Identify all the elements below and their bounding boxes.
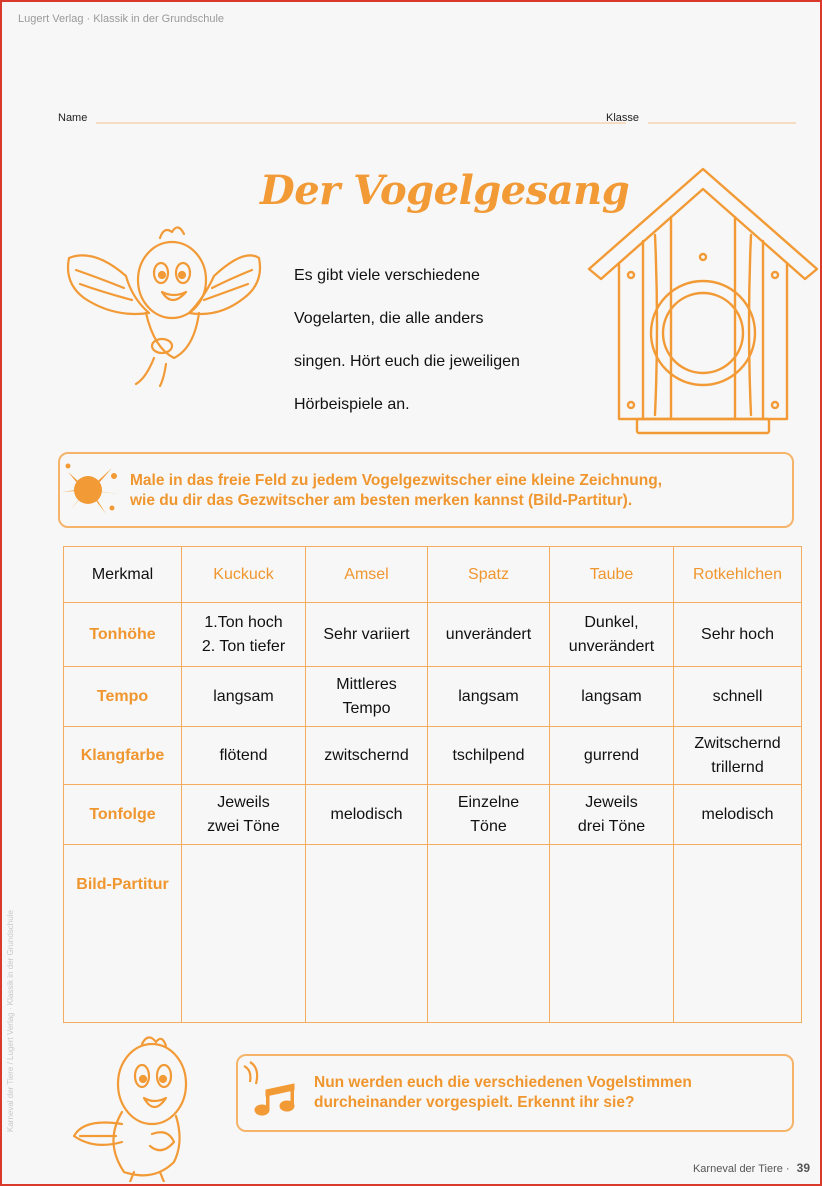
drawing-cell[interactable] [550, 845, 674, 1023]
row-label: Tonfolge [64, 785, 182, 845]
column-header: Rotkehlchen [674, 547, 802, 603]
intro-line: Hörbeispiele an. [294, 396, 410, 413]
class-label: Klasse [606, 112, 640, 124]
bird-features-table [63, 546, 802, 1023]
table-cell: Jeweils drei Töne [550, 785, 674, 845]
table-cell: melodisch [306, 785, 428, 845]
intro-line: Vogelarten, die alle anders [294, 310, 484, 327]
table-cell: langsam [550, 667, 674, 727]
drawing-task-text [130, 471, 778, 511]
drawing-cell[interactable] [428, 845, 550, 1023]
class-field-line[interactable] [648, 122, 796, 124]
drawing-cell[interactable] [182, 845, 306, 1023]
table-corner-cell: Merkmal [64, 547, 182, 603]
table-cell: Mittleres Tempo [306, 667, 428, 727]
table-cell: schnell [674, 667, 802, 727]
table-cell: langsam [428, 667, 550, 727]
music-note-icon [242, 1060, 302, 1120]
paint-splash-icon [60, 458, 126, 518]
task-line: wie du dir das Gezwitscher am besten merken kannst (Bild-Partitur). [130, 492, 633, 509]
table-cell: unverändert [428, 603, 550, 667]
column-header: Amsel [306, 547, 428, 603]
intro-text [294, 254, 594, 426]
page-footer [693, 1161, 810, 1175]
table-header-row [64, 547, 802, 603]
table-cell: Zwitschernd trillernd [674, 727, 802, 785]
name-field-line[interactable] [96, 122, 626, 124]
table-cell: flötend [182, 727, 306, 785]
name-class-row [58, 110, 796, 128]
listening-task-text [314, 1073, 778, 1113]
column-header: Taube [550, 547, 674, 603]
table-cell: tschilpend [428, 727, 550, 785]
table-row [64, 845, 802, 1023]
drawing-task-box [58, 452, 794, 528]
row-label: Klangfarbe [64, 727, 182, 785]
listening-task-box [236, 1054, 794, 1132]
flying-bird-icon [54, 218, 274, 388]
table-cell: melodisch [674, 785, 802, 845]
task-line: Male in das freie Feld zu jedem Vogelgezwitscher eine kleine Zeichnung, [130, 472, 663, 489]
birdhouse-icon [585, 165, 821, 437]
small-bird-icon [64, 1032, 214, 1182]
publisher-line: Lugert Verlag · Klassik in der Grundschule [18, 13, 225, 25]
table-cell: Sehr variiert [306, 603, 428, 667]
page-number: 39 [796, 1161, 810, 1175]
listen-line: durcheinander vorgespielt. Erkennt ihr sie? [314, 1094, 635, 1111]
drawing-cell[interactable] [306, 845, 428, 1023]
table-cell: Sehr hoch [674, 603, 802, 667]
row-label: Bild-Partitur [64, 845, 182, 1023]
side-copyright-text: Karneval der Tiere / Lugert Verlag · Klassik in der Grundschule [6, 910, 15, 1132]
table-cell: Einzelne Töne [428, 785, 550, 845]
table-row [64, 727, 802, 785]
table-cell: zwitschernd [306, 727, 428, 785]
column-header: Kuckuck [182, 547, 306, 603]
table-cell: Jeweils zwei Töne [182, 785, 306, 845]
table-row [64, 785, 802, 845]
intro-line: singen. Hört euch die jeweiligen [294, 353, 520, 370]
column-header: Spatz [428, 547, 550, 603]
name-label: Name [58, 112, 88, 124]
row-label: Tonhöhe [64, 603, 182, 667]
table-cell: gurrend [550, 727, 674, 785]
drawing-cell[interactable] [674, 845, 802, 1023]
table-row [64, 667, 802, 727]
listen-line: Nun werden euch die verschiedenen Vogelstimmen [314, 1074, 692, 1091]
table-cell: langsam [182, 667, 306, 727]
footer-label: Karneval der Tiere · [692, 1163, 790, 1175]
table-row [64, 603, 802, 667]
intro-line: Es gibt viele verschiedene [294, 267, 480, 284]
row-label: Tempo [64, 667, 182, 727]
table-cell: Dunkel, unverändert [550, 603, 674, 667]
page-title: Der Vogelgesang [260, 167, 630, 214]
table-cell: 1.Ton hoch 2. Ton tiefer [182, 603, 306, 667]
